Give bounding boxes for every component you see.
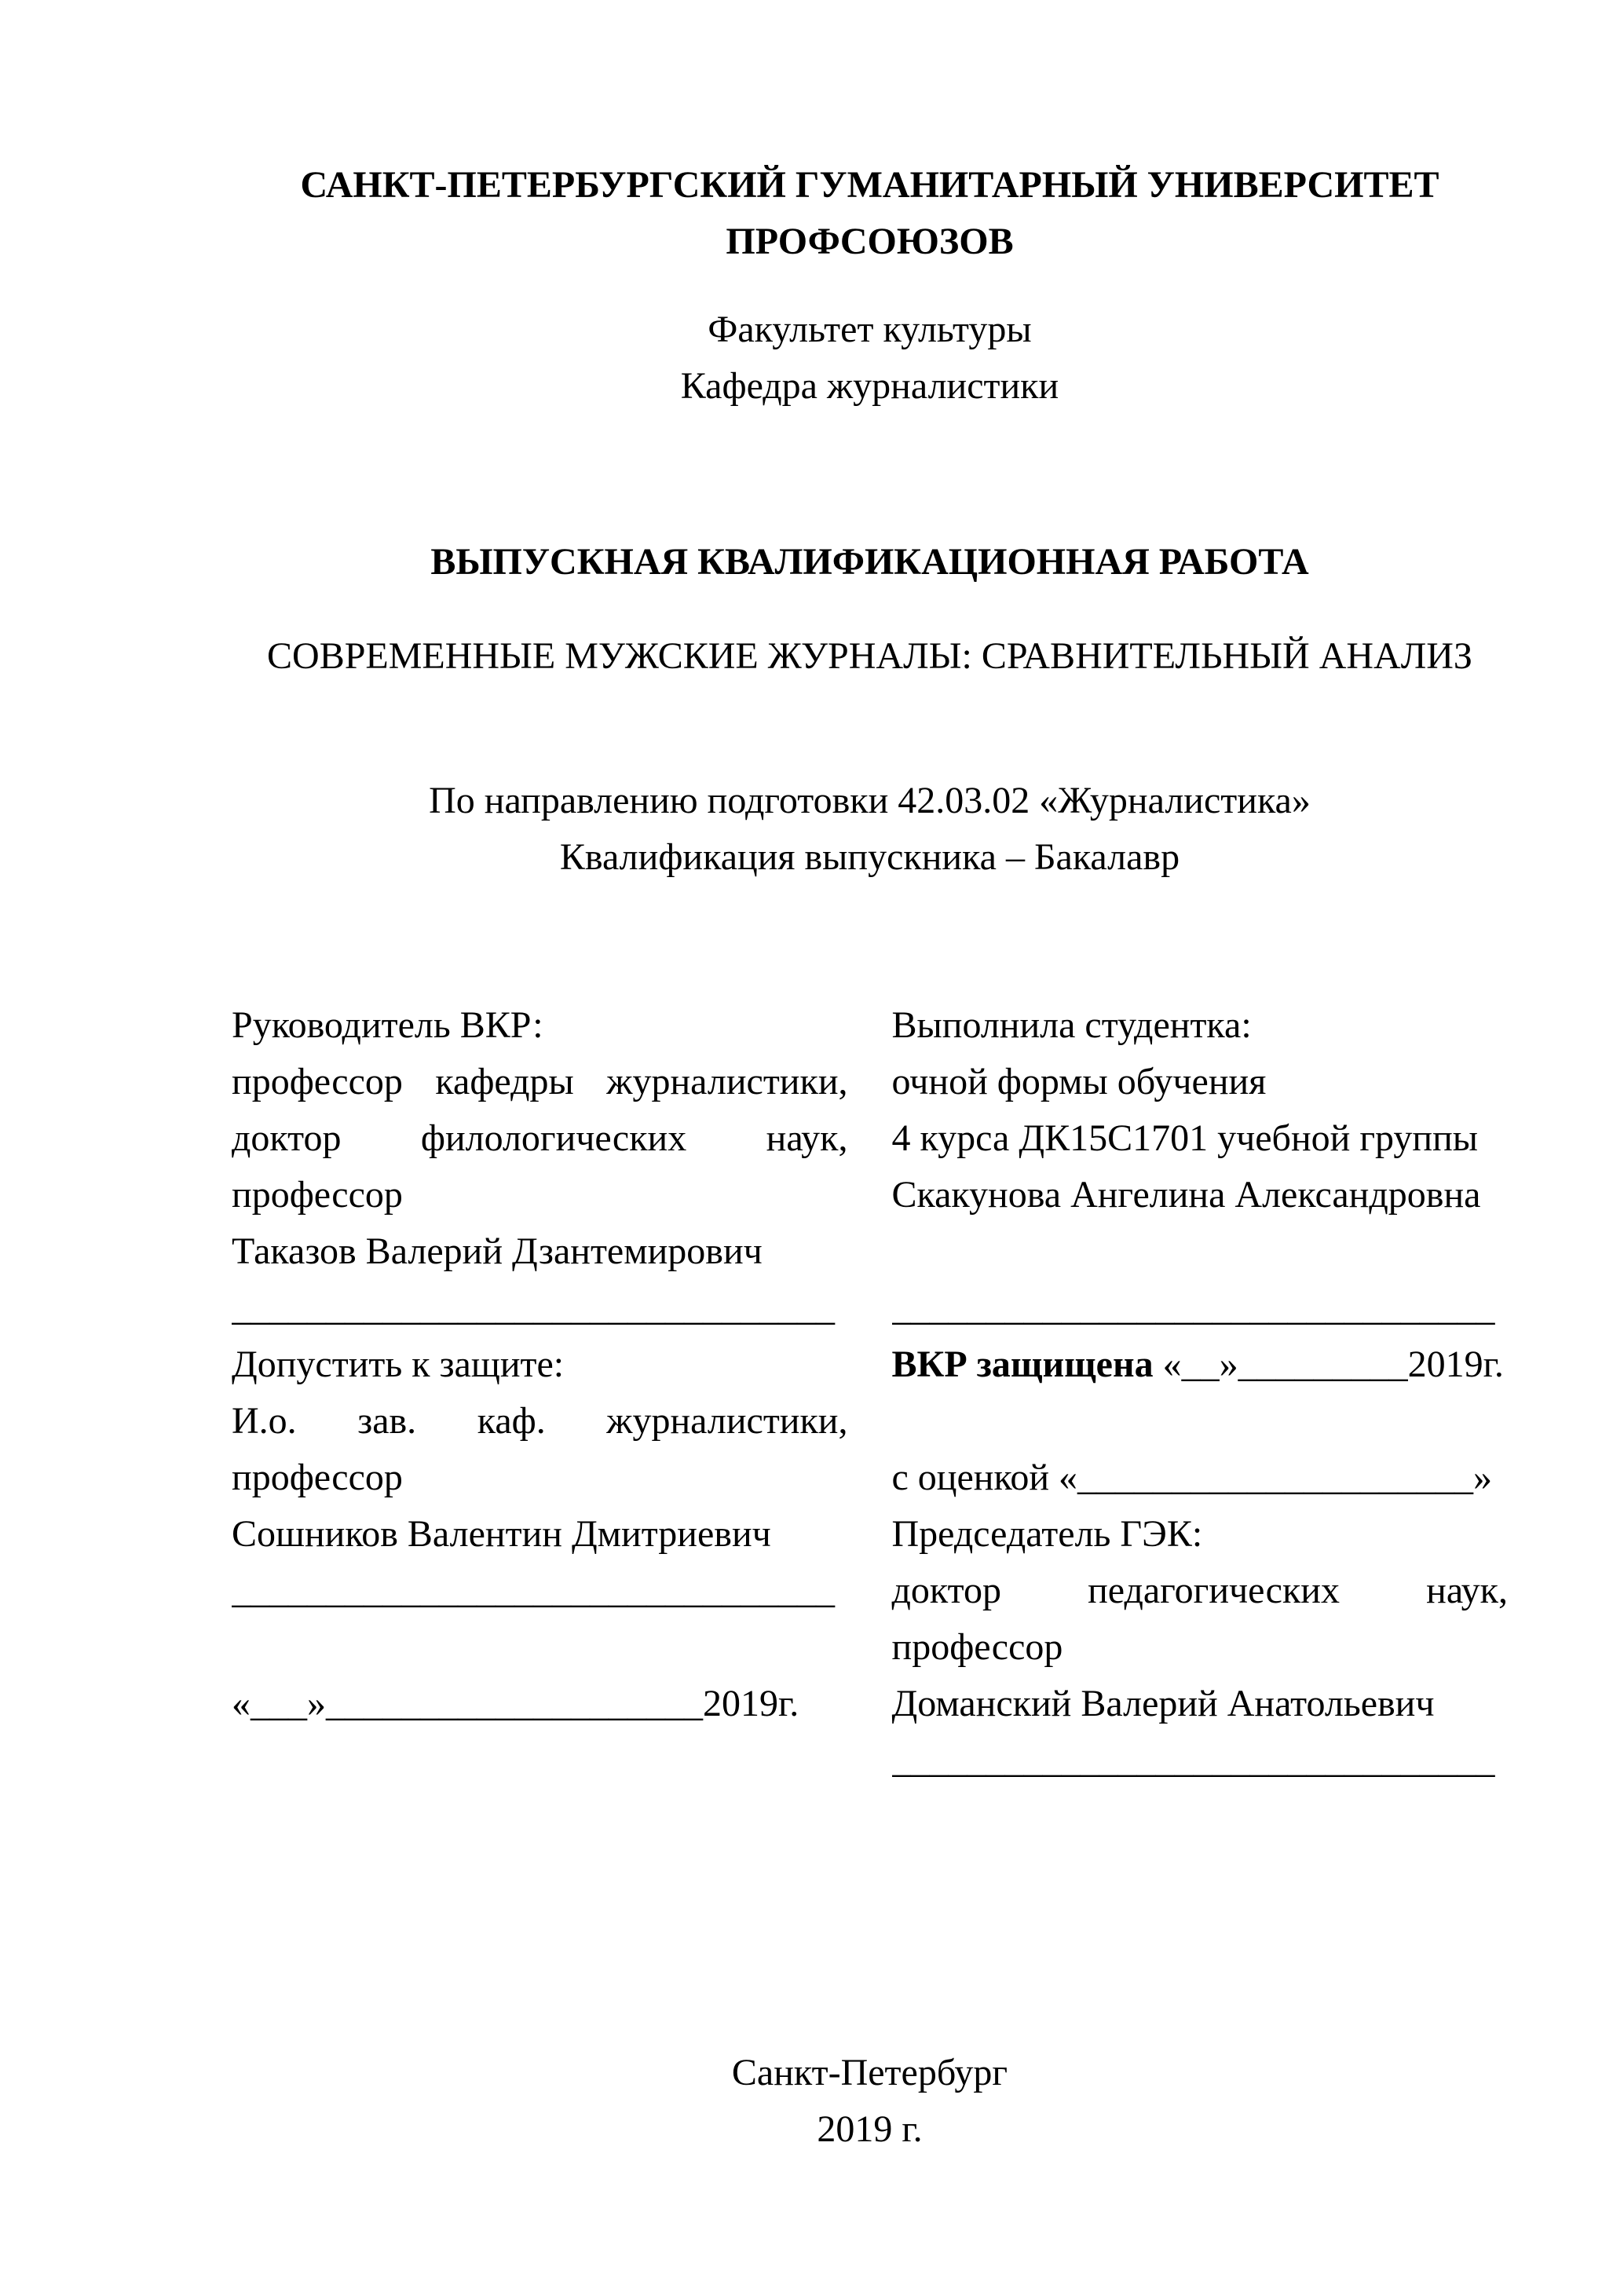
admit-heading: Допустить к защите: bbox=[232, 1344, 565, 1385]
supervisor-heading: Руководитель ВКР: bbox=[232, 1004, 543, 1046]
student-name: Скакунова Ангелина Александровна bbox=[891, 1174, 1481, 1216]
defended-label: ВКР защищена bbox=[891, 1344, 1154, 1385]
signature-columns bbox=[232, 997, 1508, 1789]
chairman-name: Доманский Валерий Анатольевич bbox=[891, 1683, 1435, 1724]
chairman-signature-line: ________________________________ bbox=[891, 1739, 1495, 1781]
left-column bbox=[232, 997, 848, 1789]
student-line1: очной формы обучения bbox=[891, 1061, 1267, 1102]
supervisor-name: Таказов Валерий Дзантемирович bbox=[232, 1230, 763, 1272]
supervisor-title-line2: доктор филологических наук, bbox=[232, 1117, 848, 1159]
program-line1: По направлению подготовки 42.03.02 «Журналистика» bbox=[429, 780, 1311, 821]
supervisor-title-line3: профессор bbox=[232, 1174, 403, 1216]
admit-signature-line: ________________________________ bbox=[232, 1570, 835, 1611]
defended-line bbox=[892, 1336, 1509, 1393]
chairman-title-line1: доктор педагогических наук, bbox=[891, 1570, 1508, 1611]
admit-title-line2: профессор bbox=[232, 1457, 403, 1498]
student-signature-line: ________________________________ bbox=[891, 1287, 1495, 1329]
blank-line bbox=[892, 1393, 1509, 1450]
admit-name: Сошников Валентин Дмитриевич bbox=[232, 1513, 771, 1555]
footer-city: Санкт-Петербург bbox=[731, 2052, 1008, 2093]
department-line: Кафедра журналистики bbox=[680, 365, 1059, 407]
faculty-department bbox=[232, 302, 1508, 415]
right-column bbox=[892, 997, 1509, 1789]
program-line2: Квалификация выпускника – Бакалавр bbox=[559, 836, 1180, 878]
grade-line: с оценкой «_____________________» bbox=[891, 1457, 1493, 1498]
work-type-line: ВЫПУСКНАЯ КВАЛИФИКАЦИОННАЯ РАБОТА bbox=[430, 541, 1309, 583]
faculty-line: Факультет культуры bbox=[708, 309, 1032, 350]
student-line2: 4 курса ДК15С1701 учебной группы bbox=[891, 1117, 1479, 1159]
work-title bbox=[232, 628, 1508, 685]
chairman-heading: Председатель ГЭК: bbox=[891, 1513, 1203, 1555]
footer bbox=[232, 2045, 1508, 2158]
work-type-heading bbox=[232, 534, 1508, 590]
admit-date-line: «___»____________________2019г. bbox=[232, 1683, 799, 1724]
university-name bbox=[232, 157, 1508, 270]
blank-line bbox=[892, 1223, 1509, 1280]
defended-date-blank: «__»_________2019г. bbox=[1153, 1344, 1504, 1385]
admit-title-line1: И.о. зав. каф. журналистики, bbox=[232, 1400, 848, 1442]
supervisor-title-line1: профессор кафедры журналистики, bbox=[232, 1061, 848, 1102]
university-name-line1: САНКТ-ПЕТЕРБУРГСКИЙ ГУМАНИТАРНЫЙ УНИВЕРСИТЕТ bbox=[300, 164, 1439, 206]
blank-line bbox=[232, 1619, 848, 1676]
supervisor-signature-line: ________________________________ bbox=[232, 1287, 835, 1329]
footer-year: 2019 г. bbox=[817, 2108, 923, 2150]
program-info bbox=[232, 773, 1508, 886]
student-heading: Выполнила студентка: bbox=[891, 1004, 1252, 1046]
university-name-line2: ПРОФСОЮЗОВ bbox=[726, 221, 1014, 262]
chairman-title-line2: профессор bbox=[891, 1626, 1063, 1668]
work-title-line: СОВРЕМЕННЫЕ МУЖСКИЕ ЖУРНАЛЫ: СРАВНИТЕЛЬНЫЙ АНАЛИЗ bbox=[267, 635, 1472, 677]
